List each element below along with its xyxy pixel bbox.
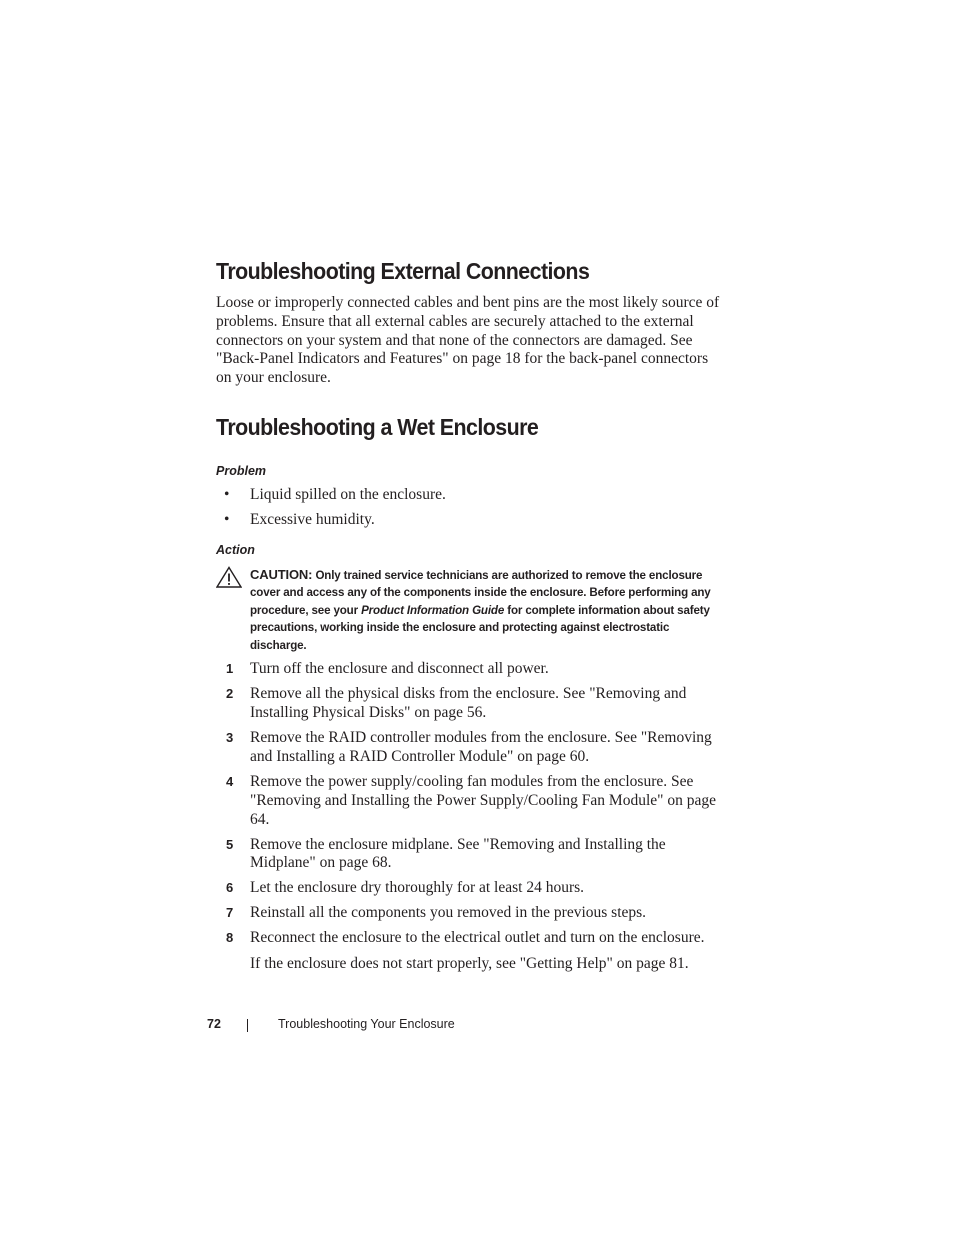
step-text: Remove the power supply/cooling fan modules from the enclosure. See "Removing and Installing the Power Supply/Cooling Fan Module" on page 64.: [250, 773, 716, 828]
external-connections-paragraph: Loose or improperly connected cables and bent pins are the most likely source of problems. Ensure that all external cables are securely attached to the external connectors on your system and that none of the connectors are damaged. See "Back-Panel Indicators and Features" on page 18 for the back-panel connectors on your enclosure.: [216, 294, 720, 387]
bullet-icon: •: [224, 510, 230, 528]
warning-triangle-icon: [216, 566, 242, 588]
caution-notice: [216, 566, 728, 655]
step-text: Remove the RAID controller modules from the enclosure. See "Removing and Installing a RAID Controller Module" on page 60.: [250, 729, 712, 766]
step-text: Turn off the enclosure and disconnect all power.: [250, 660, 549, 678]
step-number: 7: [226, 905, 234, 921]
footer-divider: [247, 1019, 248, 1032]
step-number: 5: [226, 836, 234, 852]
caution-emphasis: Product Information Guide: [361, 603, 505, 617]
list-item: [216, 879, 726, 898]
step-text: Reconnect the enclosure to the electrical outlet and turn on the enclosure.: [250, 929, 705, 947]
list-item: [216, 929, 740, 948]
list-item: [216, 904, 726, 923]
caution-text-end: for complete information about safety precautions, working inside the enclosure and protecting against electrostatic discharge.: [250, 603, 710, 652]
list-item: [216, 485, 726, 504]
chapter-title: Troubleshooting Your Enclosure: [278, 1017, 455, 1031]
list-item: [216, 660, 726, 679]
step-number: 6: [226, 880, 234, 896]
problem-list: [216, 485, 726, 529]
step-number: 1: [226, 661, 234, 677]
list-item: [216, 729, 726, 767]
step-text: Remove the enclosure midplane. See "Removing and Installing the Midplane" on page 68.: [250, 835, 666, 872]
list-item: [216, 773, 726, 829]
step-number: 4: [226, 774, 234, 790]
step-number: 8: [226, 930, 234, 946]
problem-text: Liquid spilled on the enclosure.: [250, 485, 446, 503]
list-item: [216, 685, 726, 723]
page-number: 72: [207, 1017, 221, 1031]
page-content: [216, 254, 726, 989]
problem-text: Excessive humidity.: [250, 510, 375, 528]
section-heading-external-connections: Troubleshooting External Connections: [216, 258, 590, 284]
section-heading-wet-enclosure: Troubleshooting a Wet Enclosure: [216, 413, 539, 440]
step-number: 2: [226, 686, 234, 702]
step-text: Let the enclosure dry thoroughly for at least 24 hours.: [250, 879, 585, 897]
list-item: [216, 510, 726, 529]
bullet-icon: •: [224, 485, 230, 503]
step-text: Reinstall all the components you removed in the previous steps.: [250, 904, 647, 922]
external-connections-section: [216, 254, 726, 388]
step-number: 3: [226, 730, 234, 746]
action-steps: [216, 660, 726, 948]
caution-text: Only trained service technicians are authorized to remove the enclosure cover and access any of the components inside the enclosure. Before performing any procedure, see your: [250, 568, 711, 617]
step-text: Remove all the physical disks from the enclosure. See "Removing and Installing Physical Disks" on page 56.: [250, 685, 687, 722]
caution-label: CAUTION:: [250, 566, 313, 582]
problem-subheading: Problem: [216, 463, 267, 478]
action-subheading: Action: [216, 542, 255, 557]
wet-enclosure-section: [216, 410, 726, 973]
list-item: [216, 836, 726, 874]
followup-note: If the enclosure does not start properly, see "Getting Help" on page 81.: [250, 955, 689, 973]
